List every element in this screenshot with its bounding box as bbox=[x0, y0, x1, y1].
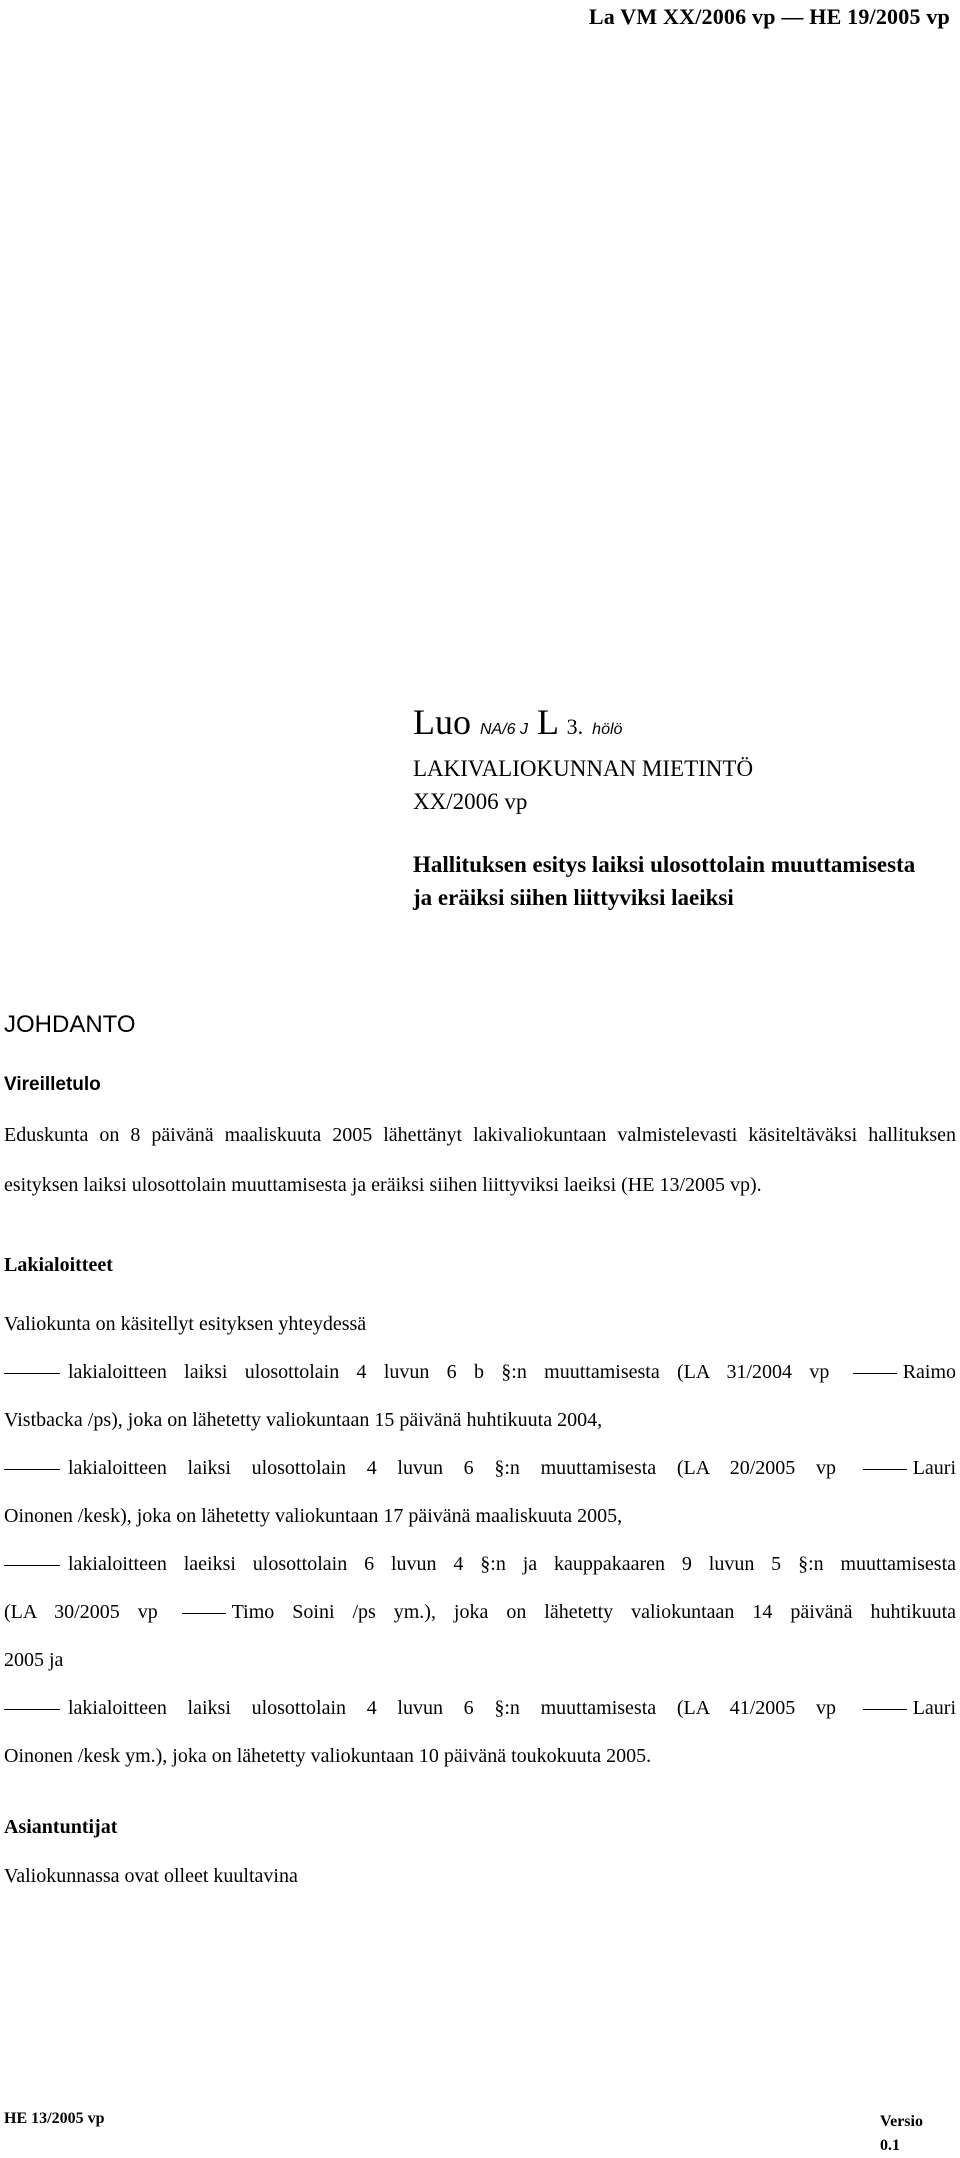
initiative-2-line-1: lakialoitteen laiksi ulosottolain 4 luvun 6 §:n muuttamisesta (LA 20/2005 vp Lauri bbox=[4, 1444, 956, 1492]
em-dash bbox=[4, 1469, 60, 1470]
version-label: Versio bbox=[880, 2113, 923, 2130]
footer-document-id: HE 13/2005 vp bbox=[4, 2110, 105, 2127]
em-dash bbox=[863, 1709, 907, 1710]
section-sign: § bbox=[494, 1697, 505, 1719]
vireilletulo-heading: Vireilletulo bbox=[4, 1074, 101, 1095]
luo-line bbox=[413, 700, 953, 752]
draft-number: 3. bbox=[566, 714, 584, 739]
section-sign: § bbox=[798, 1553, 809, 1575]
asiantuntijat-text: Valiokunnassa ovat olleet kuultavina bbox=[4, 1865, 298, 1887]
luo-label: Luo bbox=[413, 702, 471, 742]
lakialoitteet-heading: Lakialoitteet bbox=[4, 1254, 113, 1276]
subject-line-1: Hallituksen esitys laiksi ulosottolain muuttamisesta bbox=[413, 852, 916, 877]
initiative-3-line-3: 2005 ja bbox=[4, 1649, 64, 1671]
em-dash bbox=[4, 1565, 60, 1566]
johdanto-heading: JOHDANTO bbox=[4, 1011, 136, 1038]
subject-line-2: ja eräiksi siihen liittyviksi laeiksi bbox=[413, 885, 734, 910]
initiative-1-line-1: lakialoitteen laiksi ulosottolain 4 luvun 6 b §:n muuttamisesta (LA 31/2004 vp Raimo bbox=[4, 1348, 956, 1396]
footer-version bbox=[880, 2110, 940, 2158]
holo-label: hölö bbox=[592, 721, 623, 738]
document-body bbox=[4, 1010, 956, 1900]
em-dash bbox=[853, 1373, 897, 1374]
em-dash bbox=[863, 1469, 907, 1470]
initiative-3-line-1: lakialoitteen laeiksi ulosottolain 6 luvun 4 §:n ja kauppakaaren 9 luvun 5 §:n muuttamisesta bbox=[4, 1540, 956, 1588]
version-number: 0.1 bbox=[880, 2137, 900, 2154]
committee-title: LAKIVALIOKUNNAN MIETINTÖ bbox=[413, 756, 754, 781]
l-label: L bbox=[537, 702, 558, 742]
em-dash bbox=[4, 1373, 60, 1374]
report-number: XX/2006 vp bbox=[413, 789, 528, 814]
section-sign: § bbox=[494, 1457, 505, 1479]
section-sign: § bbox=[501, 1361, 512, 1383]
initiative-1-line-2: Vistbacka /ps), joka on lähetetty valiokuntaan 15 päivänä huhtikuuta 2004, bbox=[4, 1409, 603, 1431]
vireilletulo-paragraph: Eduskunta on 8 päivänä maaliskuuta 2005 lähettänyt lakivaliokuntaan valmistelevasti käsiteltäväksi hallituksen esityksen laiksi ulosottolain muuttamisesta ja eräiksi siihen liittyviksi laeiksi (HE 13/2005 vp). bbox=[4, 1124, 956, 1196]
initiative-4-line-1: lakialoitteen laiksi ulosottolain 4 luvun 6 §:n muuttamisesta (LA 41/2005 vp Lauri bbox=[4, 1684, 956, 1732]
section-sign: § bbox=[480, 1553, 491, 1575]
asiantuntijat-heading: Asiantuntijat bbox=[4, 1816, 118, 1838]
subject-title bbox=[413, 848, 953, 914]
initiative-3-line-2: (LA 30/2005 vp Timo Soini /ps ym.), joka on lähetetty valiokuntaan 14 päivänä huhtikuuta bbox=[4, 1601, 957, 1623]
na-label: NA/6 J bbox=[480, 721, 529, 738]
lakialoitteet-intro: Valiokunta on käsitellyt esityksen yhteydessä bbox=[4, 1313, 367, 1335]
em-dash bbox=[4, 1709, 60, 1710]
title-block bbox=[413, 700, 953, 914]
initiative-4-line-2: Oinonen /kesk ym.), joka on lähetetty valiokuntaan 10 päivänä toukokuuta 2005. bbox=[4, 1745, 652, 1767]
initiative-2-line-2: Oinonen /kesk), joka on lähetetty valiokuntaan 17 päivänä maaliskuuta 2005, bbox=[4, 1505, 623, 1527]
em-dash bbox=[182, 1613, 226, 1614]
document-reference-header: La VM XX/2006 vp — HE 19/2005 vp bbox=[588, 4, 950, 29]
